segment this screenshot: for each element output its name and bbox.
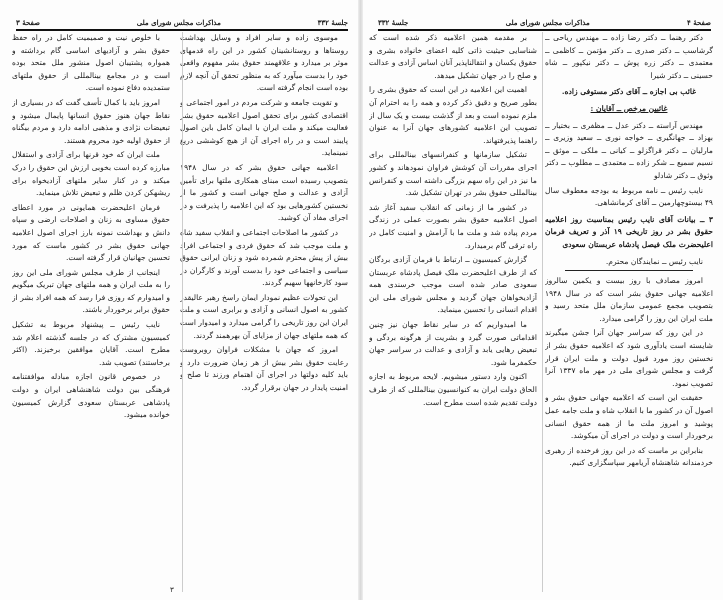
page-label: صفحهٔ ۳ [16, 18, 40, 27]
paragraph: در کشور ما از زمانی که انقلاب سفید آغاز شد اصول اعلامیه حقوق بشر بصورت عملی در زندگی مردم پیاده شد و ملت ما با آرامش و امنیت کامل در راه ترقی گام برمیدارد. [369, 202, 537, 250]
paragraph: نایب رئیس ــ نمایندگان محترم. [605, 256, 703, 266]
right-page [362, 0, 723, 600]
paragraph: ملت ایران که خود قرنها برای آزادی و استقلال مبارزه کرده است بخوبی ارزش این حقوق را درک میکند و در کنار سایر ملتهای آزادیخواه برای ریشهکن کردن ظلم و تبعیض تلاش مینماید. [12, 150, 170, 198]
paragraph: امروز مصادف با روز بیست و یکمین سالروز اعلامیه جهانی حقوق بشر است که در سال ۱۹۴۸ بتصویب مجمع عمومی سازمان ملل متحد رسید و ملت ایران این روز را گرامی میدارد. [545, 276, 713, 323]
paragraph: فرمان اعلیحضرت همایونی در مورد اعطای حقوق مساوی به زنان و اصلاحات ارضی و سپاه دانش و بهداشت نمونه بارز اجرای اصول اعلامیه جهانی حقوق بشر در کشور ماست که مورد تحسین جهانیان قرار گرفته است. [12, 202, 170, 263]
paragraph: این تحولات عظیم نمودار ایمان راسخ رهبر عالیقدر کشور به اصول انسانی و آزادی و برابری است و ملت ایران این روز تاریخی را گرامی میدارد و امیدوار است که همه ملتهای جهان از مزایای آن بهرهمند گردند. [180, 292, 348, 340]
paragraph: اکنون وارد دستور میشویم. لایحه مربوط به اجازه الحاق دولت ایران به کنوانسیون بینالمللی که از طرف دولت تقدیم شده است مطرح است. [369, 372, 537, 407]
paragraph: با خلوص نیت و صمیمیت کامل در راه حفظ حقوق بشر و آزادیهای اساسی گام برداشته و همواره پشتیبان اصول منشور ملل متحد بوده است و در مجامع بینالمللی از حقوق ملتهای ستمدیده دفاع نموده است. [12, 33, 170, 93]
page-header [378, 17, 711, 31]
paragraph: در خصوص قانون اجازه مبادله موافقتنامه فرهنگی بین دولت شاهنشاهی ایران و دولت پادشاهی عربستان سعودی گزارش کمیسیون خوانده میشود. [12, 372, 170, 420]
absent-without-leave: غائب بی اجازه ــ آقای دکتر مستوفی زاده. [561, 87, 697, 97]
paragraph: گزارش کمیسیون ــ ارتباط با فرمان آزادی بردگان که از طرف اعلیحضرت ملک فیصل پادشاه عربستان سعودی صادر شده است موجب خرسندی همه آزادیخواهان جهان گردید و مجلس شورای ملی این اقدام انسانی را تحسین مینماید. [369, 255, 537, 315]
page-label: صفحهٔ ۴ [687, 18, 711, 27]
paragraph: نایب رئیس ــ پیشنهاد مربوط به تشکیل کمیسیون مشترک که در جلسه گذشته اعلام شد مطرح است. آقایان موافقین برخیزند. (اکثر برخاستند) تصویب شد. [12, 320, 170, 367]
text-column-left [12, 32, 170, 592]
column-divider [542, 32, 543, 592]
text-column-right [180, 32, 348, 592]
paragraph: ما امیدواریم که در سایر نقاط جهان نیز چنین اقداماتی صورت گیرد و بشریت از هرگونه بردگی و تبعیض رهایی یابد و آزادی و عدالت در سراسر جهان حکمفرما شود. [369, 320, 537, 367]
column-divider [182, 32, 183, 592]
paragraph: امروز که جهان با مشکلات فراوان روبروست رعایت حقوق بشر بیش از هر زمان ضرورت دارد و باید کلیه دولتها در اجرای آن اهتمام ورزند تا صلح و امنیت پایدار در جهان برقرار گردد. [180, 345, 348, 393]
paragraph: مهندس آراسته ــ دکتر عدل ــ مظفری ــ بختیار ــ بهزاد ــ جهانگیری ــ خواجه نوری ــ سعید وزیری ــ مارلیان ــ دکتر قراگزلو ــ کیانی ــ ملکی ــ موثق ــ نسیم سمیع ــ شکر زاده ــ معتمدی ــ مطلوب ــ دکتر وثوق ــ دکتر شادلو [545, 120, 713, 180]
absent-with-leave: غائبین مرخص ــ آقایان : [590, 103, 668, 113]
session-number: جلسهٔ ۳۳۲ [317, 18, 348, 27]
paragraph: اهمیت این اعلامیه در این است که حقوق بشری را بطور صریح و دقیق ذکر کرده و همه را به احترام آن ملزم نموده است و بعد از گذشت بیست و یک سال از تصویب این اعلامیه کشورهای جهان آنرا به عنوان راهنما پذیرفتهاند. [369, 85, 537, 145]
paragraph: امروز باید با کمال تأسف گفت که در بسیاری از نقاط جهان هنوز حقوق انسانها پایمال میشود و تبعیضات نژادی و مذهبی ادامه دارد و مردم بیگناه از حقوق اولیه خود محروم هستند. [12, 97, 170, 145]
paragraph: اینجانب از طرف مجلس شورای ملی این روز را به ملت ایران و همه ملتهای جهان تبریک میگویم و امیدوارم که روزی فرا رسد که همه افراد بشر از حقوق برابر برخوردار باشند. [12, 267, 170, 315]
left-page [0, 0, 360, 600]
paragraph: حقیقت این است که اعلامیه جهانی حقوق بشر و اصول آن در کشور ما با انقلاب شاه و ملت جامه عمل پوشید و امروز ملت ما از همه حقوق انسانی برخوردار است و دولت در اجرای آن میکوشد. [545, 393, 713, 441]
session-number: جلسهٔ ۳۳۲ [378, 18, 409, 27]
paragraph: در این روز که سراسر جهان آنرا جشن میگیرند شایسته است یادآوری شود که اعلامیه حقوق بشر از نخستین روز مورد قبول دولت و ملت ایران قرار گرفت و مجلس شورای ملی در مهر ماه ۱۳۳۷ آنرا تصویب نمود. [545, 328, 713, 388]
page-header [16, 17, 348, 31]
paragraph: موسوی زاده و سایر افراد و وسایل بهداشت روستاها و روستانشینان کشور در این راه قدمهای موثر بر میدارد و علاقهمند حقوق بشر مفهوم واقعی خود را بدست میآورد که به منظور تحقق آن آنچه لازم بوده است انجام گرفته است. [180, 33, 348, 93]
divider [565, 270, 693, 271]
text-column-right [545, 32, 713, 592]
paragraph: و تقویت جامعه و شرکت مردم در امور اجتماعی و اقتصادی کشور برای تحقق اصول اعلامیه حقوق بشر فعالیت میکند و ملت ایران با ایمان کامل باین اصول پایبند است و در راه اجرای آن از هیچ کوششی دریغ نمینماید. [180, 97, 348, 158]
page-number: ۳ [170, 586, 174, 594]
publication-title: مذاکرات مجلس شورای ملی [505, 18, 590, 27]
text-column-left [369, 32, 537, 592]
publication-title: مذاکرات مجلس شورای ملی [136, 18, 221, 27]
paragraph: اعلامیه جهانی حقوق بشر که در سال ۱۹۴۸ بتصویب رسیده است مبنای همکاری ملتها برای تأمین آزادی و عدالت و صلح جهانی است و کشور ما از نخستین کشورهایی بود که این اعلامیه را پذیرفت و در اجرای مفاد آن کوشید. [180, 162, 348, 223]
section-heading: ۳ ــ بیانات آقای نایب رئیس بمناسبت روز اعلامیه حقوق بشر در روز تاریخی ۱۹ آذر و تعریف فرمان اعلیحضرت ملک فیصل پادشاه عربستان سعودی [545, 214, 713, 249]
paragraph: تشکیل سازمانها و کنفرانسهای بینالمللی برای اجرای مقررات آن کوشش فراوان نمودهاند و کشور ما نیز در این راه سهم بزرگی داشته است و کنفرانس بینالمللی حقوق بشر در تهران تشکیل شد. [369, 150, 537, 198]
paragraph: در کشور ما اصلاحات اجتماعی و انقلاب سفید شاه و ملت موجب شد که حقوق فردی و اجتماعی افراد بیش از پیش محترم شمرده شود و زنان ایرانی حقوق سیاسی و اجتماعی خود را بدست آورند و کارگران در سود کارخانهها سهیم گردند. [180, 227, 348, 288]
attendance-list: دکتر رهنما ــ دکتر رضا زاده ــ مهندس ریاحی ــ گرشاسب ــ دکتر صدری ــ دکتر مؤتمن ــ کاظمی ــ معتمدی ــ دکتر زره پوش ــ دکتر نیکپور ــ شاه حسینی ــ دکتر شیرا [545, 33, 713, 80]
paragraph: بنابراین بر ماست که در این روز فرخنده از رهبری خردمندانه شاهنشاه آریامهر سپاسگزاری کنیم. [545, 445, 713, 468]
paragraph: بر مقدمه همین اعلامیه ذکر شده است که شناسایی حیثیت ذاتی کلیه اعضای خانواده بشری و حقوق یکسان و انتقالناپذیر آنان اساس آزادی و عدالت و صلح را در جهان تشکیل میدهد. [369, 33, 537, 80]
paragraph: نایب رئیس ــ نامه مربوط به بودجه معطوف سال ۴۹ بیستوچهارمین ــ آقای کرمانشاهی. [545, 185, 713, 208]
